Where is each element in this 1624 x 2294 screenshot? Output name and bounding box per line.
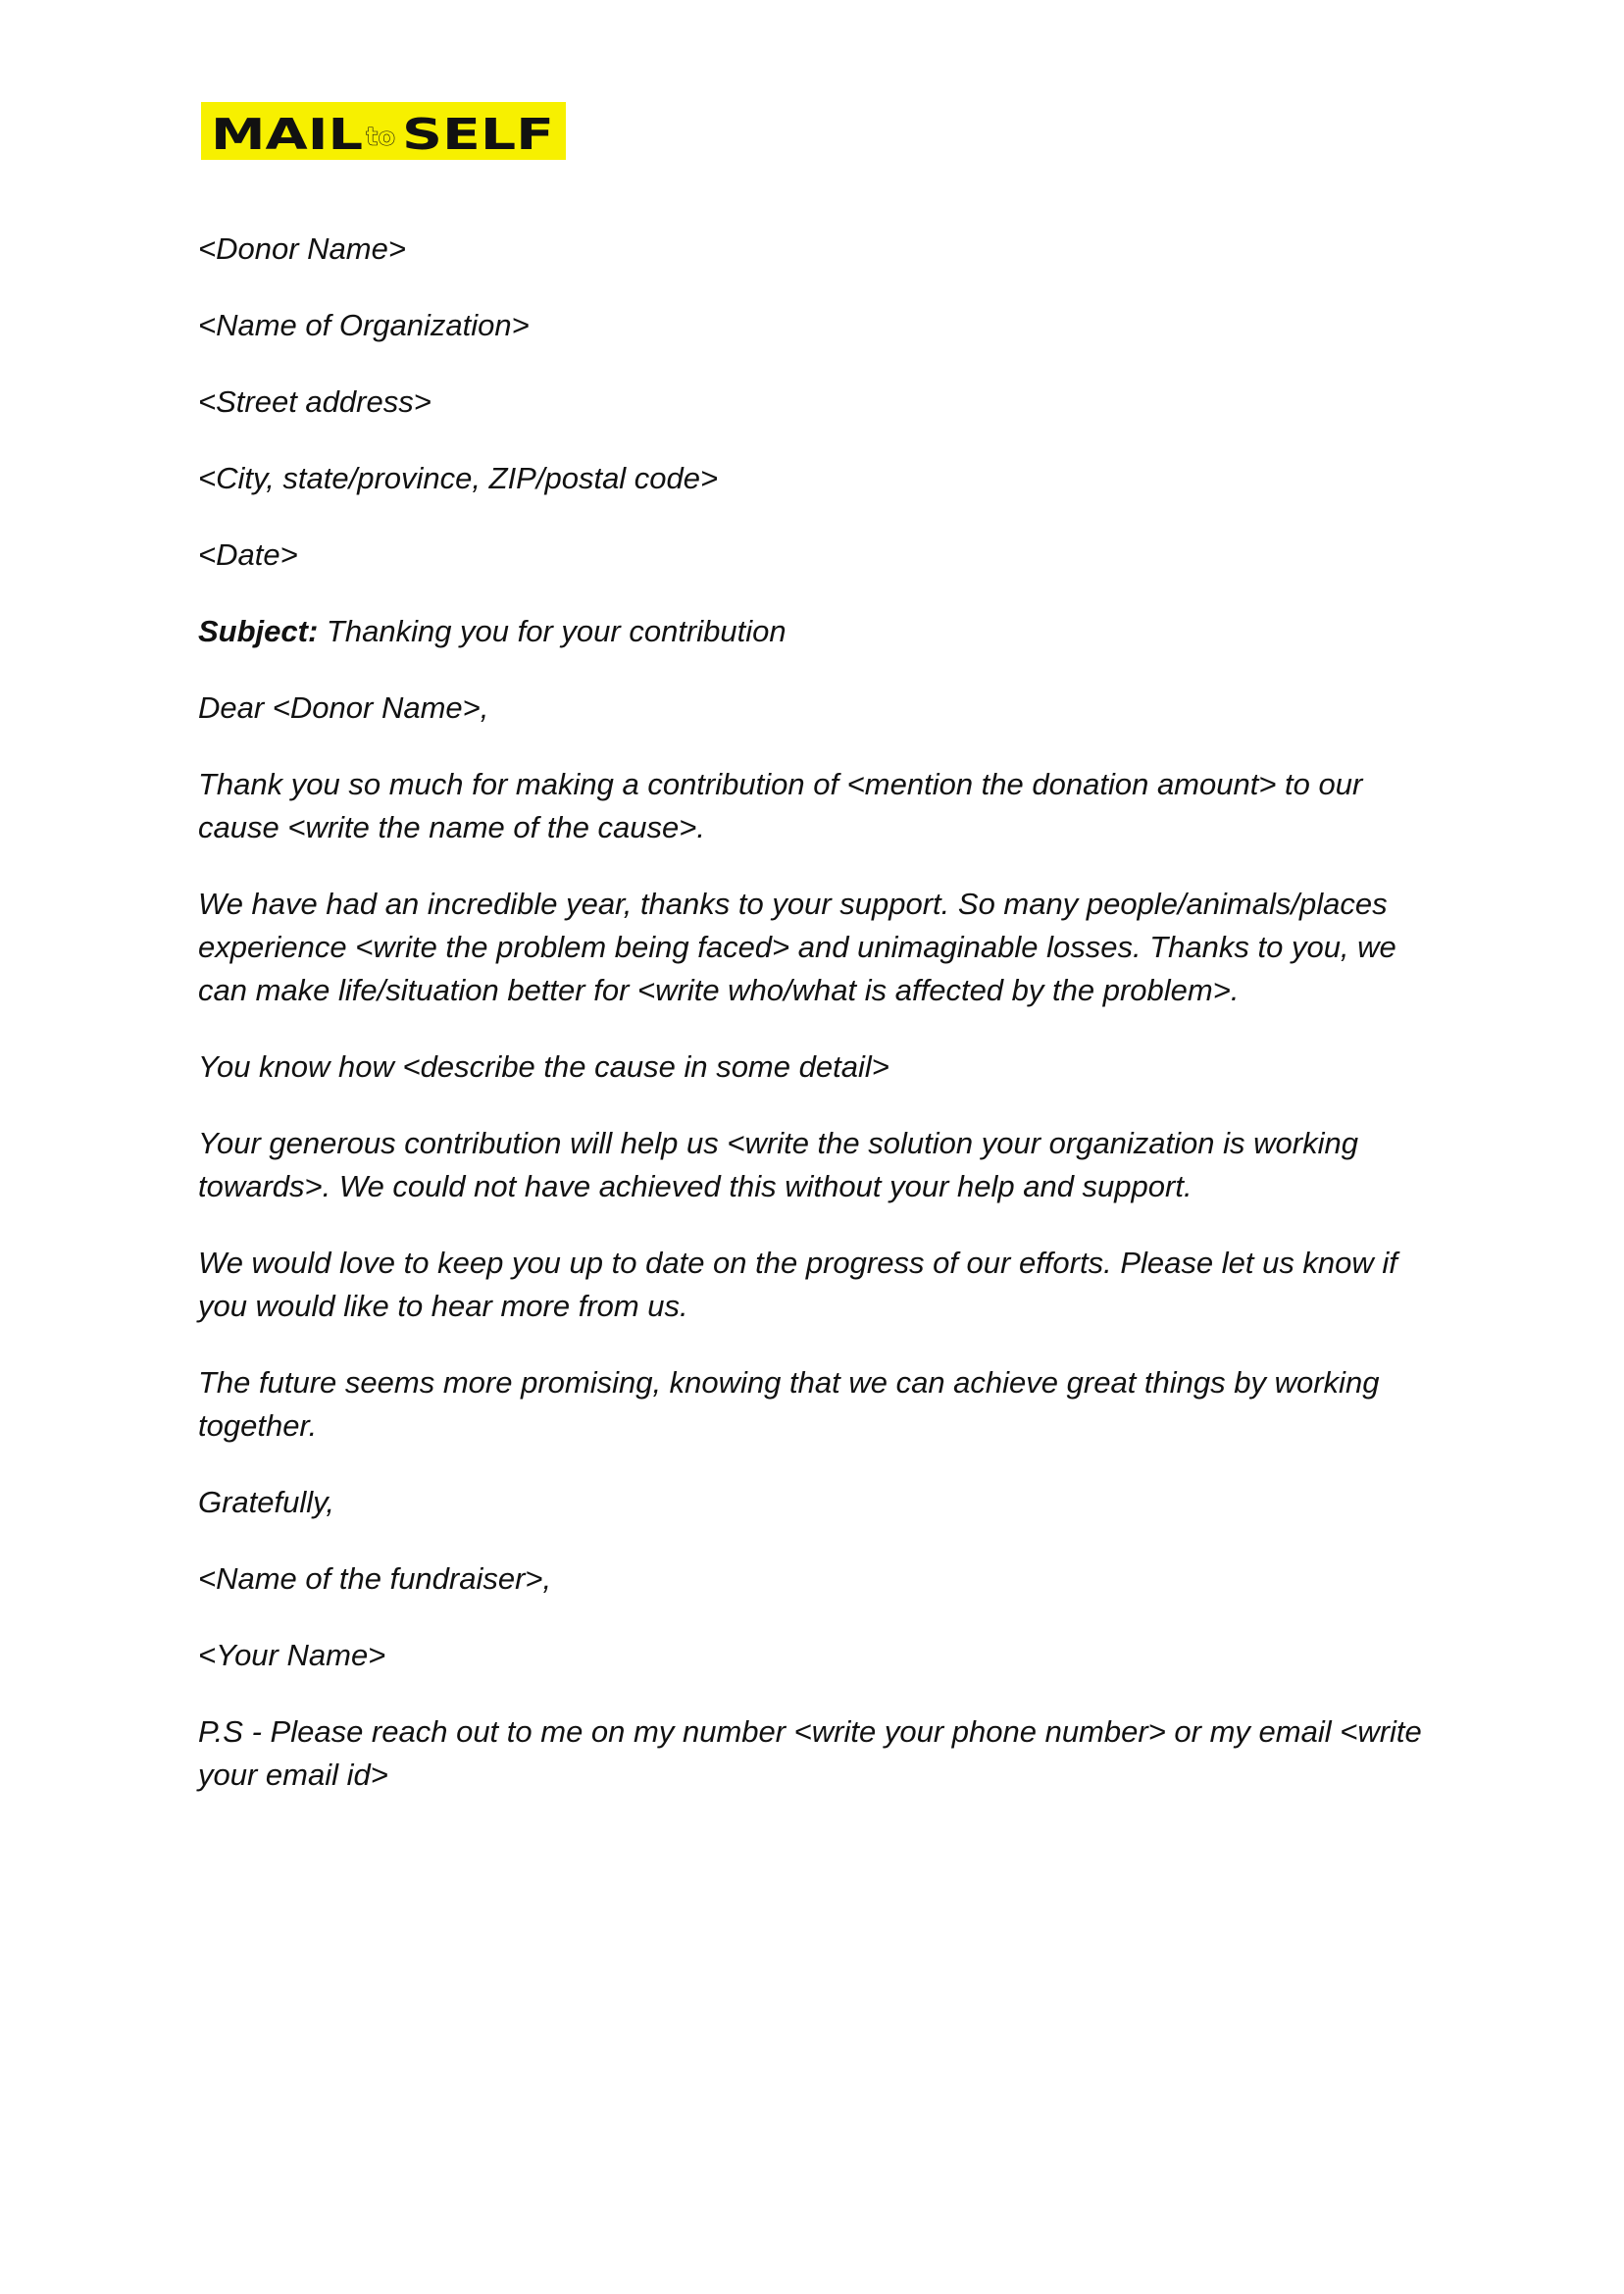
subject-label: Subject: <box>198 614 319 648</box>
city-line: <City, state/province, ZIP/postal code> <box>198 461 719 495</box>
street-line: <Street address> <box>198 384 431 419</box>
mailtoself-logo <box>201 102 566 160</box>
paragraph-updates: We would love to keep you up to date on the progress of our efforts. Please let us know if you would like to hear more from us. <box>198 1246 1397 1323</box>
paragraph-thanks: Thank you so much for making a contribution of <mention the donation amount> to our cause <write the name of the cause>. <box>198 767 1363 844</box>
logo-text-to: to <box>366 123 396 152</box>
salutation: Dear <Donor Name>, <box>198 690 489 725</box>
letter-body <box>198 228 1436 1830</box>
paragraph-contribution: Your generous contribution will help us <write the solution your organization is working towards>. We could not have achieved this without your help and support. <box>198 1126 1358 1203</box>
organization-line: <Name of Organization> <box>198 308 530 342</box>
date-line: <Date> <box>198 537 298 572</box>
subject-text: Thanking you for your contribution <box>318 614 787 648</box>
paragraph-year: We have had an incredible year, thanks to your support. So many people/animals/places experience <write the problem being faced> and unimaginable losses. Thanks to you, we can make life/situation better for <write who/what is affected by the problem>. <box>198 887 1396 1007</box>
logo-text-mail: MAIL <box>211 110 363 160</box>
paragraph-cause: You know how <describe the cause in some detail> <box>198 1049 889 1084</box>
subject-line <box>198 610 1436 653</box>
donor-name-line: <Donor Name> <box>198 231 406 266</box>
logo-text-self: SELF <box>402 110 554 160</box>
signature-name: <Your Name> <box>198 1638 386 1672</box>
postscript: P.S - Please reach out to me on my number <write your phone number> or my email <write your email id> <box>198 1714 1422 1792</box>
paragraph-future: The future seems more promising, knowing that we can achieve great things by working together. <box>198 1365 1380 1443</box>
fundraiser-name: <Name of the fundraiser>, <box>198 1561 552 1596</box>
closing: Gratefully, <box>198 1485 334 1519</box>
